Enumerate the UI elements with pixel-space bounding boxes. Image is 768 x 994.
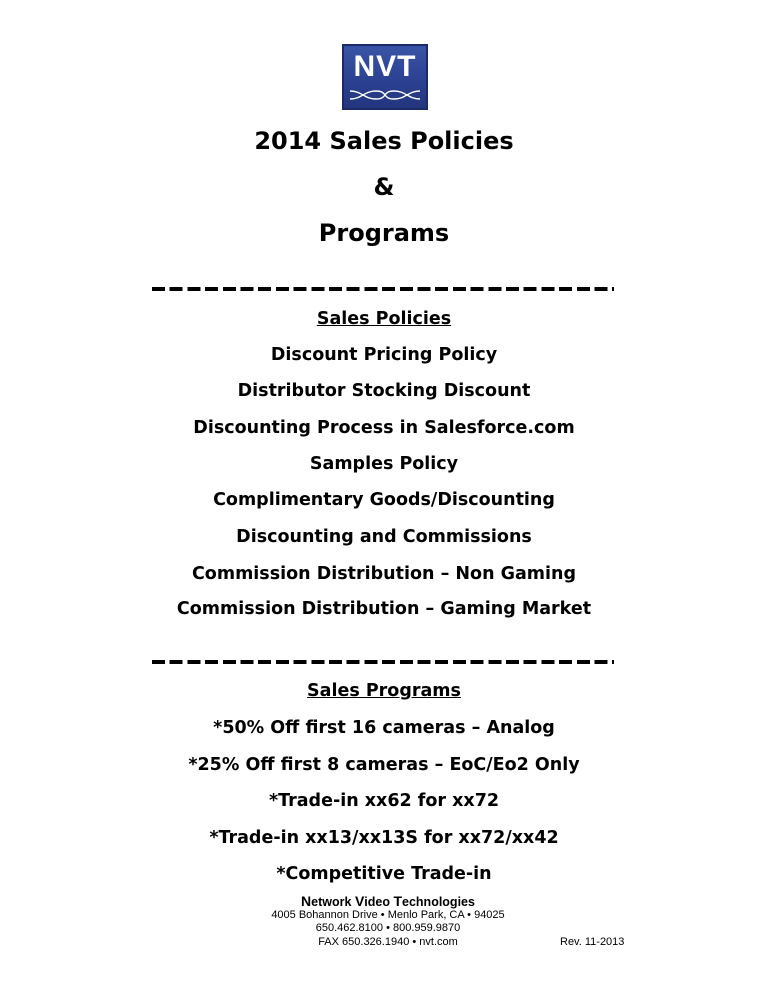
- policy-item: Discounting and Commissions: [236, 527, 532, 547]
- program-item: *Trade-in xx62 for xx72: [268, 791, 500, 811]
- footer-fax: FAX 650.326.1940 • nvt.com: [318, 936, 458, 948]
- doc-title-ampersand: &: [373, 173, 395, 201]
- logo-wave-icon: [350, 87, 420, 103]
- program-item: *50% Off first 16 cameras – Analog: [213, 718, 555, 738]
- policy-item: Discounting Process in Salesforce.com: [193, 418, 575, 438]
- program-item: *Trade-in xx13/xx13S for xx72/xx42: [209, 828, 559, 848]
- logo-text: NVT: [353, 50, 417, 83]
- revision-label: Rev. 11-2013: [560, 936, 625, 948]
- footer-phones: 650.462.8100 • 800.959.9870: [315, 922, 461, 934]
- policy-item: Distributor Stocking Discount: [237, 381, 531, 401]
- policy-item: Samples Policy: [309, 454, 459, 474]
- sales-policies-heading: Sales Policies: [316, 309, 452, 329]
- policy-item: Commission Distribution – Gaming Market: [176, 599, 592, 619]
- doc-title-line3: Programs: [318, 219, 450, 247]
- nvt-logo: [342, 44, 428, 110]
- policy-item: Commission Distribution – Non Gaming: [191, 564, 577, 584]
- footer-address: 4005 Bohannon Drive • Menlo Park, CA • 94025: [271, 909, 505, 921]
- sales-programs-heading: Sales Programs: [307, 681, 461, 701]
- dashed-divider: [152, 287, 614, 291]
- policy-item: Discount Pricing Policy: [270, 345, 498, 365]
- program-item: *25% Off first 8 cameras – EoC/Eo2 Only: [188, 755, 580, 775]
- dashed-divider: [152, 660, 614, 664]
- policy-item: Complimentary Goods/Discounting: [213, 490, 555, 510]
- footer-company-name: Network Video Technologies: [301, 893, 475, 909]
- doc-title-line1: 2014 Sales Policies: [254, 127, 514, 155]
- program-item: *Competitive Trade-in: [276, 864, 492, 884]
